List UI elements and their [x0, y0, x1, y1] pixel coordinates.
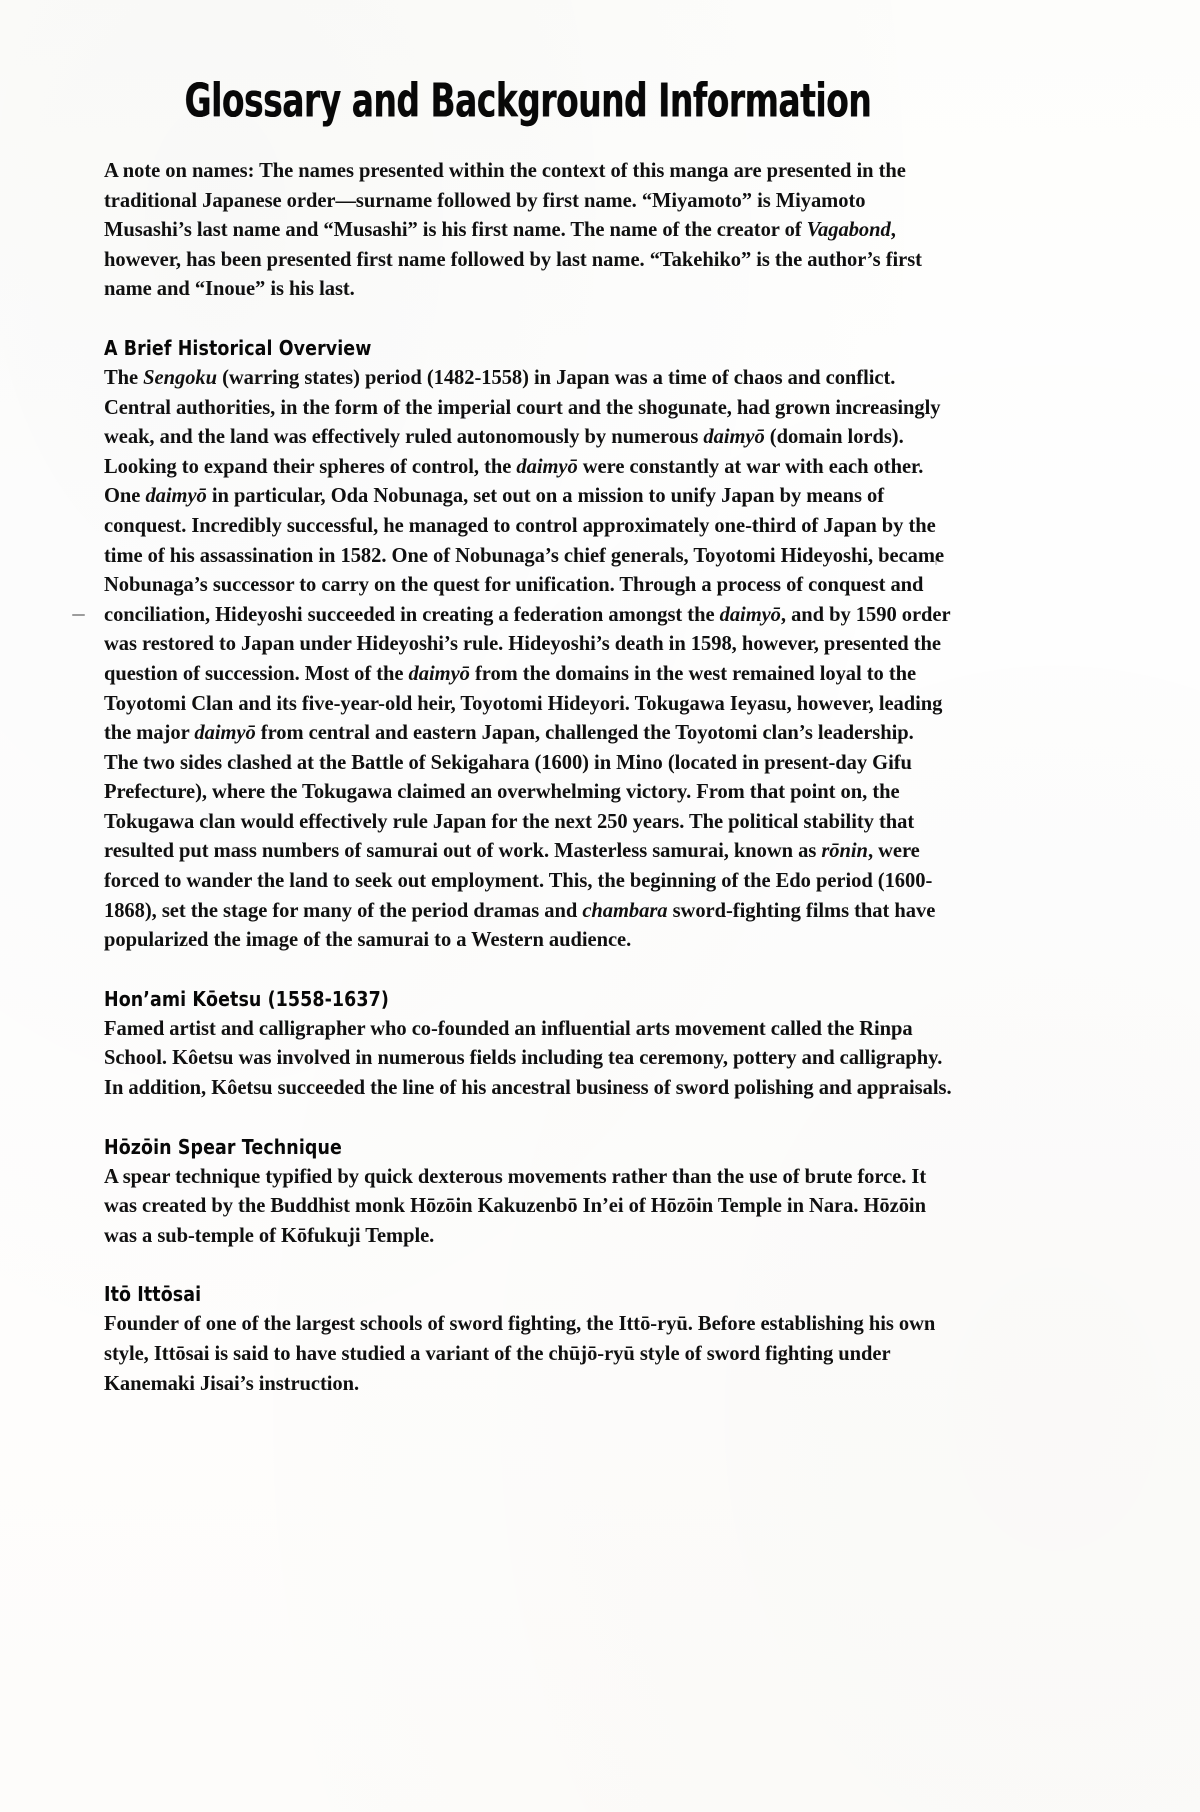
scan-artifact-left: [72, 614, 85, 616]
body-text-run: The: [104, 364, 144, 389]
page-title: Glossary and Background Information: [184, 74, 872, 128]
section-body-hozoin-spear-technique: [104, 1162, 952, 1251]
note-on-names-body-1: The names presented within the context of this manga are presented in the traditional Japanese order—surname followed by first name. “Miyamoto” is Miyamoto Musashi’s last name and “Musashi” is his first name. The name of the creator of: [104, 158, 906, 242]
emphasis-term: daimyō: [516, 453, 578, 478]
body-text-run: from the domains in the west remained loyal to the Toyotomi Clan and its five-year-old heir, Toyotomi Hideyori. Tokugawa Ieyasu, however, leading the major: [104, 660, 943, 745]
section-body-ito-ittosai: [104, 1309, 952, 1398]
emphasis-term: rōnin: [821, 838, 868, 863]
body-text-run: A spear technique typified by quick dexterous movements rather than the use of brute force. It was created by the Buddhist monk Hōzōin Kakuzenbō In’ei of Hōzōin Temple in Nara. Hōzōin was a sub-temple of Kōfukuji Temple.: [104, 1163, 927, 1247]
body-text-run: Founder of one of the largest schools of sword fighting, the Ittō-ryū. Before establishing his own style, Ittōsai is said to have studied a variant of the chūjō-ryū style of sword fighting under Kanemaki Jisai’s instruction.: [104, 1311, 936, 1395]
section-heading-ito-ittosai: Itō Ittōsai: [104, 1282, 202, 1307]
section-ito-ittosai: [104, 1280, 952, 1398]
body-text-run: , were forced to wander the land to seek out employment. This, the beginning of the Edo period (1600-1868), set the stage for many of the period dramas and: [104, 838, 933, 922]
emphasis-term: daimyō: [703, 424, 765, 449]
section-body-historical-overview: [104, 363, 952, 955]
note-on-names-paragraph: [104, 156, 952, 304]
page-content: [104, 74, 952, 1398]
emphasis-term: daimyō: [408, 660, 470, 685]
emphasis-term: daimyō: [719, 601, 781, 626]
body-text-run: (domain lords). Looking to expand their spheres of control, the: [104, 424, 904, 478]
body-text-run: sword-fighting films that have popularized the image of the samurai to a Western audience.: [104, 897, 936, 952]
emphasis-term: daimyō: [145, 483, 207, 508]
body-text-run: (warring states) period (1482-1558) in Japan was a time of chaos and conflict. Central authorities, in the form of the imperial court and the shogunate, had grown increasingly weak, and the land was effectively ruled autonomously by numerous: [104, 364, 941, 449]
section-heading-hozoin-spear-technique: Hōzōin Spear Technique: [104, 1134, 342, 1159]
section-historical-overview: [104, 334, 952, 955]
section-hozoin-spear-technique: [104, 1133, 952, 1251]
section-body-honami-koetsu: [104, 1014, 952, 1103]
emphasis-term: Sengoku: [143, 364, 218, 389]
note-on-names-label: A note on names:: [104, 158, 255, 182]
section-heading-historical-overview: A Brief Historical Overview: [104, 336, 372, 360]
vagabond-title: Vagabond: [806, 217, 891, 242]
emphasis-term: daimyō: [194, 720, 256, 745]
section-honami-koetsu: [104, 985, 952, 1103]
body-text-run: from central and eastern Japan, challenged the Toyotomi clan’s leadership. The two sides clashed at the Battle of Sekigahara (1600) in Mino (located in present-day Gifu Prefecture), where the Tokugawa claimed an overwhelming victory. From that point on, the Tokugawa clan would effectively rule Japan for the next 250 years. The political stability that resulted put mass numbers of samurai out of work. Masterless samurai, known as: [104, 720, 915, 863]
body-text-run: were constantly at war with each other. One: [104, 453, 924, 508]
body-text-run: , and by 1590 order was restored to Japan under Hideyoshi’s rule. Hideyoshi’s death in 1598, however, presented the question of succession. Most of the: [104, 601, 951, 685]
body-text-run: Famed artist and calligrapher who co-founded an influential arts movement called the Rinpa School. Kôetsu was involved in numerous fields including tea ceremony, pottery and calligraphy. In addition, Kôetsu succeeded the line of his ancestral business of sword polishing and appraisals.: [104, 1015, 952, 1100]
emphasis-term: chambara: [582, 897, 668, 922]
section-heading-honami-koetsu: Hon’ami Kōetsu (1558-1637): [104, 986, 389, 1011]
body-text-run: in particular, Oda Nobunaga, set out on a mission to unify Japan by means of conquest. Incredibly successful, he managed to control approximately one-third of Japan by the time of his assassination in 1582. One of Nobunaga’s chief generals, Toyotomi Hideyoshi, became Nobunaga’s successor to carry on the quest for unification. Through a process of conquest and conciliation, Hideyoshi succeeded in creating a federation amongst the: [104, 483, 945, 626]
note-on-names-body-2: , however, has been presented first name followed by last name. “Takehiko” is the author’s first name and “Inoue” is his last.: [104, 217, 922, 301]
